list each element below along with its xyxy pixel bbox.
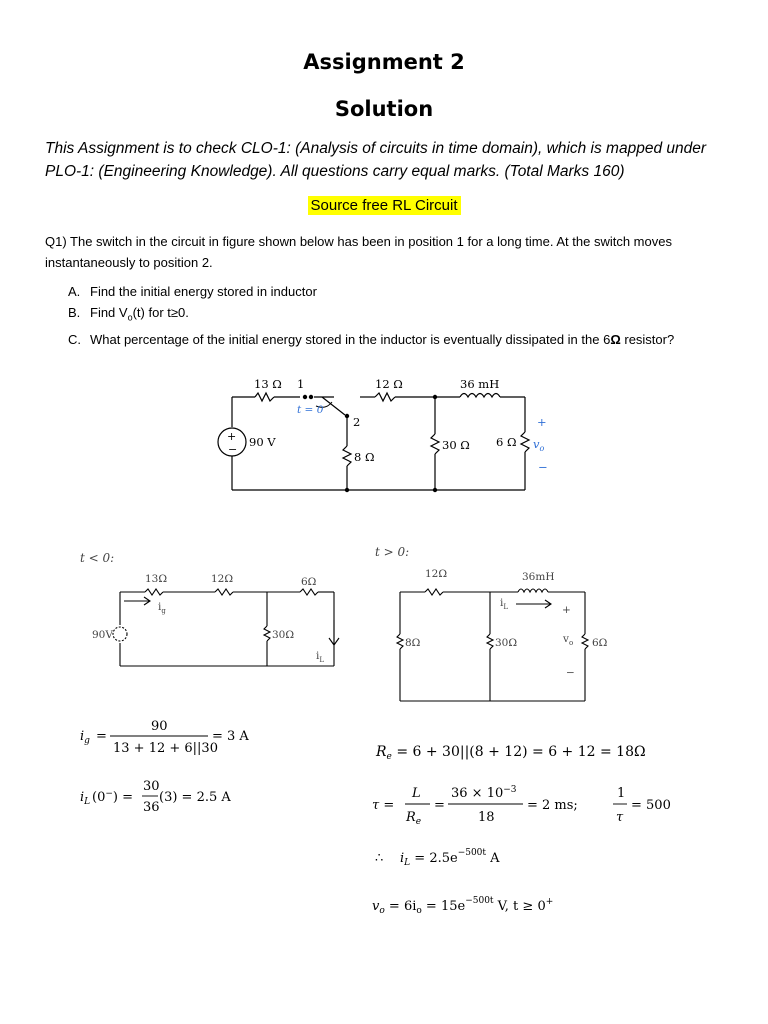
item-letter: A. [68, 284, 81, 299]
eq-req: $R_e = 6 + 30||(8 + 12) = 6 + 12 = 18\Omega$ [376, 744, 646, 762]
after-r30-label: 30Ω [495, 637, 518, 649]
eq-tau-f1-num: L [412, 786, 421, 801]
eq-il0-numerator: 30 [143, 779, 160, 794]
question-line-2: instantaneously to position 2. [45, 255, 213, 270]
item-text: What percentage of the initial energy stored in the inductor is eventually dissipated in the 6 [90, 331, 611, 347]
eq-il: $i_L = 2.5e^{-500t}$ A [400, 848, 500, 868]
vo-plus-sign: + [537, 415, 547, 429]
eq-tau-f2-den: 18 [478, 810, 495, 825]
section-heading: Source free RL Circuit [308, 196, 461, 215]
eq-ig-result: = 3 A [212, 729, 249, 744]
question-line-1: Q1) The switch in the circuit in figure shown below has been in position 1 for a long time. At the switch moves [45, 234, 672, 249]
eq-inv-den: τ [616, 810, 624, 825]
page-title: Assignment 2 [303, 50, 465, 74]
before-r13-label: 13Ω [145, 573, 168, 585]
item-text: Find V [90, 305, 128, 320]
item-text: Find the initial energy stored in inductor [90, 284, 317, 299]
intro-line-1: This Assignment is to check CLO-1: (Analysis of circuits in time domain), which is mapped under [45, 140, 707, 157]
source-plus: + [227, 430, 237, 443]
eq-il0-arg: (0−) = [92, 789, 133, 805]
item-text: (t) for t≥0. [132, 305, 189, 320]
eq-tau-f1-den: $R_e$ [406, 810, 422, 827]
vo-label: $v_o$ [533, 437, 545, 453]
before-time-label: t < 0: [80, 551, 115, 565]
item-letter: C. [68, 331, 81, 347]
main-r8-label: 8 Ω [354, 450, 375, 464]
after-r8-label: 8Ω [405, 637, 421, 649]
eq-ig-numerator: 90 [151, 719, 168, 734]
main-r30-label: 30 Ω [442, 438, 470, 452]
intro-line-2: PLO-1: (Engineering Knowledge). All questions carry equal marks. (Total Marks 160) [45, 163, 625, 180]
vo-minus-sign: − [538, 460, 548, 474]
after-r12-label: 12Ω [425, 568, 448, 580]
item-subscript: o [127, 312, 133, 323]
page-subtitle: Solution [334, 97, 434, 121]
item-letter: B. [68, 305, 81, 320]
before-r30-label: 30Ω [272, 629, 295, 641]
main-r13-label: 13 Ω [254, 377, 282, 391]
eq-il0-result: (3) = 2.5 A [159, 790, 231, 805]
after-r6-label: 6Ω [592, 637, 608, 649]
switch-pos1-label: 1 [297, 377, 305, 391]
after-plus-sign: + [562, 604, 571, 616]
main-source-label: 90 V [249, 435, 276, 449]
item-text: resistor? [620, 331, 675, 347]
source-minus: − [228, 443, 238, 456]
switch-pos2-label: 2 [353, 415, 361, 429]
eq-inv-num: 1 [617, 786, 626, 801]
eq-tau-result: = 2 ms; [527, 798, 578, 813]
eq-tau-lhs: τ = [372, 798, 395, 813]
eq-il0-denominator: 36 [143, 800, 160, 815]
after-il-label: $i_L$ [500, 597, 509, 611]
omega-symbol: Ω [610, 331, 621, 347]
before-source-label: 90V [92, 629, 113, 641]
eq-vo: $v_o = 6i_o = 15e^{-500t}$ V, t ≥ 0+ [372, 896, 554, 916]
before-il-label: $i_L$ [316, 650, 325, 664]
eq-il-therefore: ∴ [375, 851, 384, 866]
ig-label: $i_g$ [158, 601, 166, 615]
eq-ig-equals: = [96, 729, 107, 744]
eq-inv-result: = 500 [631, 798, 671, 813]
before-r12-label: 12Ω [211, 573, 234, 585]
main-l36-label: 36 mH [460, 377, 500, 391]
before-r6-label: 6Ω [301, 576, 317, 588]
eq-ig-denominator: 13 + 12 + 6||30 [113, 741, 218, 756]
switch-time-label: t = 0 [297, 404, 324, 416]
after-time-label: t > 0: [375, 545, 410, 559]
eq-ig-lhs: $i_g$ [80, 729, 90, 746]
after-minus-sign: − [566, 667, 575, 679]
eq-tau-equals: = [434, 798, 445, 813]
eq-tau-f2-num: $36 \times 10^{-3}$ [451, 785, 517, 801]
after-vo-label: $v_o$ [563, 633, 574, 647]
main-r6-label: 6 Ω [496, 435, 517, 449]
main-r12-label: 12 Ω [375, 377, 403, 391]
eq-il0-lhs: $i_L$ [80, 790, 91, 807]
after-l36-label: 36mH [522, 571, 555, 583]
